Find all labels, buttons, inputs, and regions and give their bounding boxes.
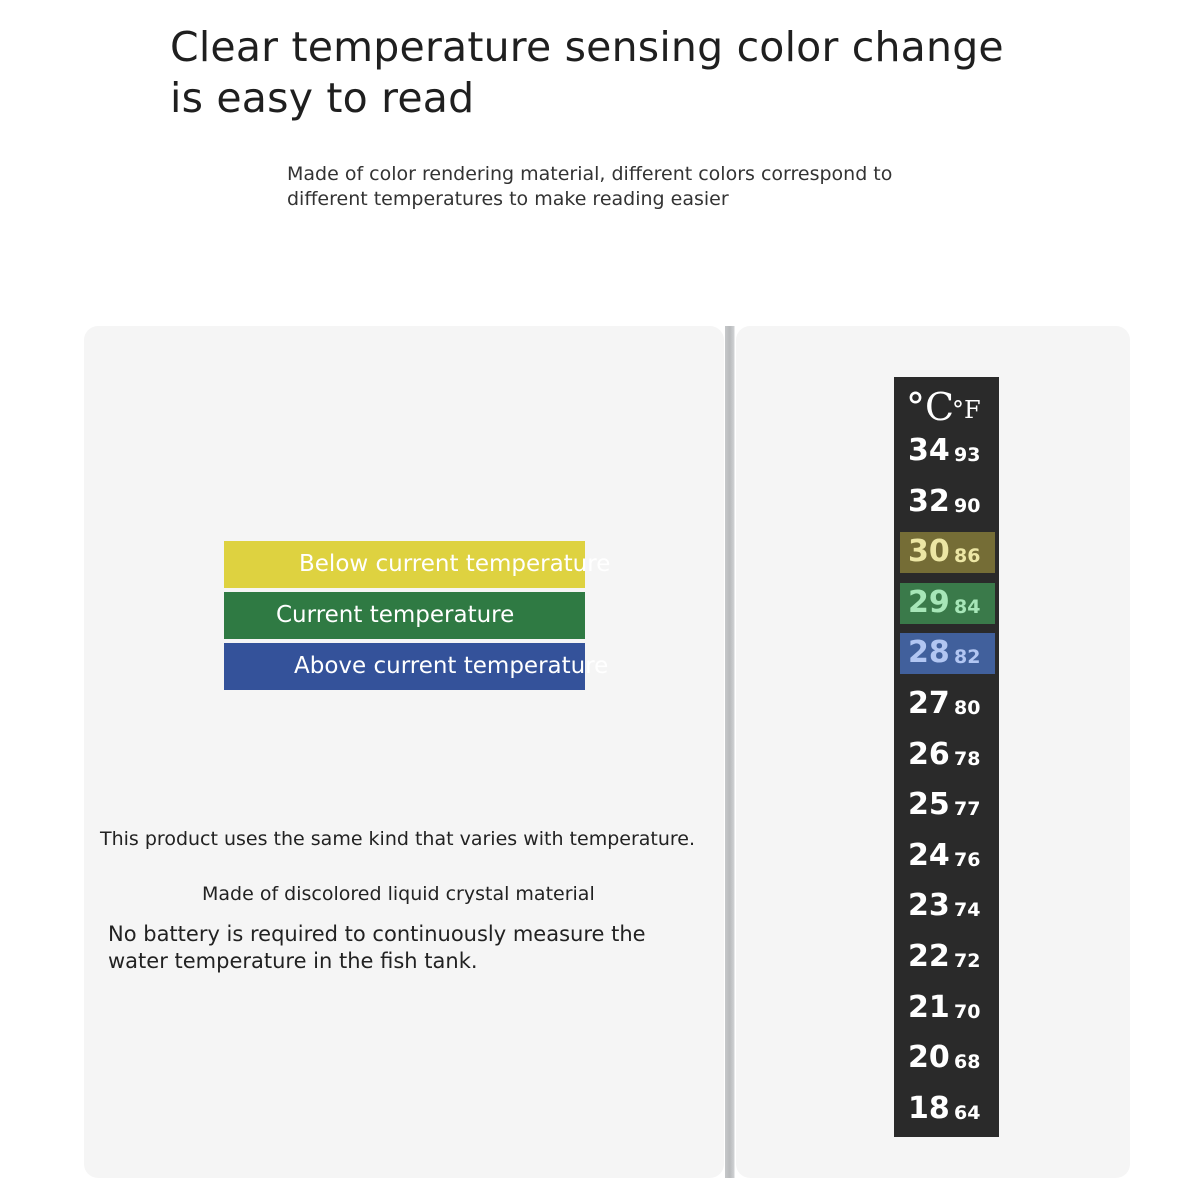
thermometer-row bbox=[900, 633, 995, 674]
celsius-value: 32 bbox=[908, 483, 950, 519]
thermometer-row bbox=[900, 431, 995, 472]
celsius-value: 24 bbox=[908, 837, 950, 873]
celsius-value: 28 bbox=[908, 635, 950, 671]
panel-divider bbox=[724, 326, 736, 1178]
fahrenheit-value: 72 bbox=[954, 950, 981, 972]
thermometer-strip bbox=[894, 377, 999, 1137]
page-subtitle bbox=[287, 162, 892, 212]
thermometer-row bbox=[900, 886, 995, 927]
title-line-1: Clear temperature sensing color change bbox=[170, 23, 1004, 71]
page-title bbox=[170, 22, 1004, 124]
title-line-2: is easy to read bbox=[170, 74, 475, 122]
celsius-value: 30 bbox=[908, 534, 950, 570]
legend-current-temperature: Current temperature bbox=[224, 592, 585, 639]
legend-below-temperature: Below current temperature bbox=[224, 541, 585, 588]
thermometer-row bbox=[900, 1089, 995, 1130]
celsius-value: 27 bbox=[908, 686, 950, 721]
fahrenheit-unit: °F bbox=[952, 396, 981, 424]
thermometer-row bbox=[900, 785, 995, 826]
fahrenheit-value: 86 bbox=[954, 545, 981, 568]
description-line-3a: No battery is required to continuously measure the bbox=[108, 922, 646, 946]
thermometer-row bbox=[900, 735, 995, 776]
celsius-value: 21 bbox=[908, 989, 950, 1025]
description-line-1: This product uses the same kind that varies with temperature. bbox=[100, 828, 696, 850]
celsius-value: 29 bbox=[908, 584, 950, 620]
fahrenheit-value: 90 bbox=[954, 494, 981, 517]
celsius-value: 34 bbox=[908, 433, 950, 468]
fahrenheit-value: 80 bbox=[954, 697, 981, 719]
subtitle-line-2: different temperatures to make reading easier bbox=[287, 188, 729, 210]
celsius-value: 22 bbox=[908, 939, 950, 974]
left-panel bbox=[84, 326, 724, 1178]
fahrenheit-value: 74 bbox=[954, 899, 981, 922]
fahrenheit-value: 82 bbox=[954, 646, 981, 669]
subtitle-line-1: Made of color rendering material, different colors correspond to bbox=[287, 163, 893, 185]
fahrenheit-value: 78 bbox=[954, 747, 981, 770]
celsius-value: 25 bbox=[908, 787, 950, 823]
thermometer-row bbox=[900, 583, 995, 624]
fahrenheit-value: 77 bbox=[954, 798, 981, 821]
fahrenheit-value: 70 bbox=[954, 1000, 981, 1023]
celsius-value: 23 bbox=[908, 888, 950, 924]
description-line-3 bbox=[108, 921, 646, 975]
thermometer-row bbox=[900, 988, 995, 1029]
legend-above-temperature: Above current temperature bbox=[224, 643, 585, 690]
thermometer-row bbox=[900, 684, 995, 725]
celsius-value: 26 bbox=[908, 736, 950, 772]
description-line-3b: water temperature in the fish tank. bbox=[108, 949, 478, 973]
fahrenheit-value: 68 bbox=[954, 1051, 981, 1074]
celsius-value: 18 bbox=[908, 1090, 950, 1126]
thermometer-row bbox=[900, 1038, 995, 1079]
description-line-2: Made of discolored liquid crystal material bbox=[202, 883, 595, 905]
celsius-value: 20 bbox=[908, 1040, 950, 1076]
fahrenheit-value: 64 bbox=[954, 1101, 981, 1124]
fahrenheit-value: 84 bbox=[954, 595, 981, 618]
thermometer-row bbox=[900, 532, 995, 573]
celsius-unit: °C bbox=[906, 385, 955, 429]
fahrenheit-value: 93 bbox=[954, 444, 981, 466]
thermometer-row bbox=[900, 937, 995, 978]
thermometer-row bbox=[900, 482, 995, 523]
thermometer-row bbox=[900, 836, 995, 877]
fahrenheit-value: 76 bbox=[954, 848, 981, 871]
